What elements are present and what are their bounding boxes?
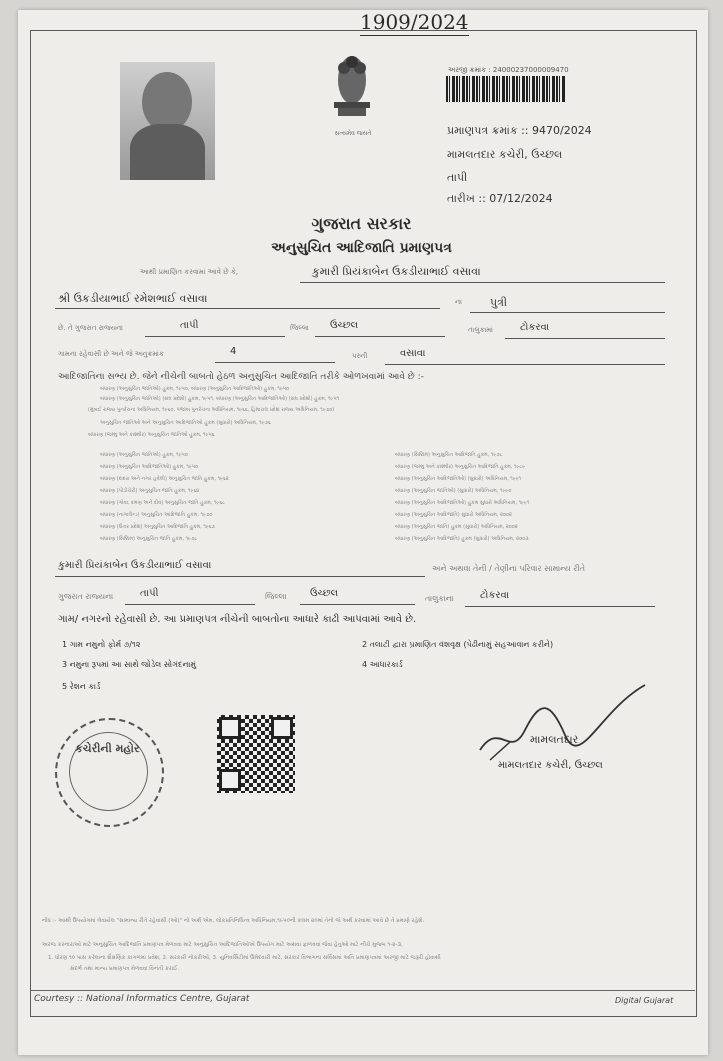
- emblem-caption: સત્યમેવ જયતે: [334, 130, 372, 137]
- certify-label: આથી પ્રમાણિત કરવામાં આવે છે કે,: [140, 268, 239, 276]
- signatory-title: મામલતદાર: [530, 733, 579, 746]
- national-emblem-icon: [322, 50, 382, 130]
- note-line: સંદર્ભ તથા માન્ય પ્રમાણપત્ર મેળવવા વિનંતી કરાઈ.: [70, 966, 180, 972]
- residence-taluka: ઉચ્છલ: [330, 320, 359, 331]
- taluka-repeat: ઉચ્છલ: [310, 588, 339, 599]
- note-line: 1. ધોરણ ૧૦ પાસ કરેલાના શૈક્ષણિક કાગળમાં પ્રવેશ, 2. સરકારી નોકરીઓ, 3. યુનિવર્સિટીમાં ઉમેદવારી માટે, સરકાર વિભાગના સર્વિસમાં અતિ પ્રમાણપત્રમાં અરજી માટે જરૂરી હોવાથી: [48, 955, 441, 961]
- father-name: શ્રી ઉકડીયાભાઈ રમેશભાઈ વસાવા: [58, 292, 208, 305]
- issue-date: તારીખ :: 07/12/2024: [447, 192, 553, 205]
- office-district: તાપી: [447, 171, 468, 184]
- doc-item: 1 ગામ નમુનો ફોર્મ ૭/૧૨: [62, 640, 141, 649]
- applicant-photo: [120, 62, 215, 180]
- title-certificate: અનુસુચિત આદિજાતિ પ્રમાણપત્ર: [271, 240, 452, 256]
- title-government: ગુજરાત સરકાર: [311, 214, 412, 233]
- residence-district: તાપી: [180, 320, 199, 331]
- issuing-office: મામલતદાર કચેરી, ઉચ્છલ: [447, 148, 563, 161]
- applicant-name-repeat: કુમારી પ્રિયંકાબેન ઉકડીયાભાઈ વસાવા: [58, 560, 212, 571]
- footer-credit: Courtesy :: National Informatics Centre, Gujarat: [34, 994, 250, 1004]
- seal-text: કચેરીની મહોર: [75, 742, 140, 755]
- note-line: નોંધ :- આથી ઉપયોગમાં લેવાયેલ "સામાન્ય રીતે રહેવાસી (ઓ)" નો અર્થ એમ, લોકપ્રતિનિધિત્વ અધિનિયમ,૧૯૫૦ની કલમ ૨૦માં તેનો જે અર્થ કરવામાં આવે છે તે પ્રમાણે રહેશે.: [42, 918, 425, 924]
- office-seal: [55, 718, 164, 827]
- signatory-office: મામલતદાર કચેરી, ઉચ્છલ: [498, 760, 603, 771]
- village-repeat: ટોકરવા: [480, 590, 510, 601]
- basis-statement: ગામ/ નગરનો રહેવાસી છે. આ પ્રમાણપત્ર નીચેની બાબતોના આધારે કાઢી આપવામાં આવે છે.: [58, 614, 417, 625]
- qr-code: [217, 715, 295, 793]
- barcode-number: અરજી ક્રમાંક : 24000237000009470: [448, 66, 569, 74]
- barcode: [446, 76, 566, 102]
- tribe-name: વસાવા: [400, 348, 426, 359]
- residence-village: ટોકરવા: [520, 322, 550, 333]
- doc-item: 5 રેશન કાર્ડ: [62, 682, 101, 691]
- applicant-name: કુમારી પ્રિયંકાબેન ઉકડીયાભાઈ વસાવા: [312, 265, 481, 278]
- doc-item: 2 તલાટી દ્વારા પ્રમાણિત વંશવૃક્ષ (પેઢીનામું સહઆવાન કરીને): [362, 640, 554, 649]
- signature-mark: [470, 680, 650, 770]
- doc-item: 4 આધારકાર્ડ: [362, 660, 403, 669]
- relation: પુત્રી: [490, 296, 508, 309]
- district-repeat: તાપી: [140, 588, 159, 599]
- serial-number: 4: [230, 346, 237, 357]
- note-line: અરજ કરનારાઓ માટે અનુસુચિત આદિજાતિ પ્રમાણપત્ર મેળવવા માટે અનુસુચિત આદિજાતિઓએ ઉપયોગ માટે અથવા ફાળવવા જેવા હેતુઓ માટે નીચે મુજબ ૧-૨-૩,: [42, 942, 403, 948]
- handwritten-number: 1909/2024: [360, 10, 469, 34]
- footer-brand: Digital Gujarat: [615, 996, 674, 1005]
- doc-item: 3 નમુના રૂપમાં આ સાથે જોડેલ સોગંદનામું: [62, 660, 197, 669]
- certificate-number: પ્રમાણપત્ર ક્રમાંક :: 9470/2024: [447, 124, 592, 137]
- tribe-statement: આદિજાતિના સભ્ય છે. જેને નીચેની બાબતો હેઠળ અનુસુચિત આદિજાતિ તરીકે ઓળખવામાં આવે છે :-: [58, 372, 424, 382]
